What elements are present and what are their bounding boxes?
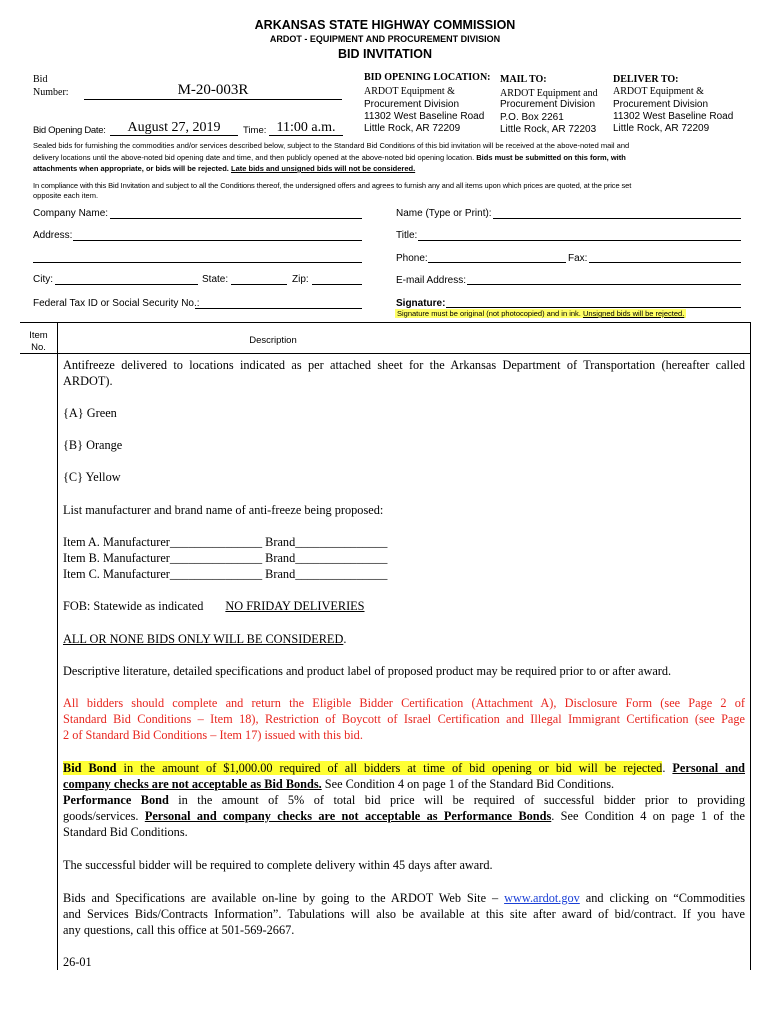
table-right-border <box>750 322 751 970</box>
notice-line: attachments when appropriate, or bids will be rejected. Late bids and unsigned bids will not be considered. <box>33 164 416 173</box>
delivery-line: The successful bidder will be required to complete delivery within 45 days after award. <box>63 858 493 872</box>
intro-paragraph: Antifreeze delivered to locations indicated as per attached sheet for the Arkansas Department of Transportation (hereafter called ARDOT). <box>63 358 745 388</box>
bid-opening-date-value[interactable]: August 27, 2019 <box>127 120 221 135</box>
name-label: Name (Type or Print): <box>396 208 492 219</box>
time-label: Time: <box>243 125 267 136</box>
signature-field[interactable] <box>446 307 741 308</box>
header-bottom-rule <box>20 353 750 354</box>
deliver-to-line: Procurement Division <box>613 99 709 110</box>
item-a-line[interactable]: Item A. Manufacturer_______________ Brand_______________ <box>63 535 388 549</box>
address-line-2-field[interactable] <box>33 262 362 263</box>
division-subtitle: ARDOT - EQUIPMENT AND PROCUREMENT DIVISION <box>269 34 501 44</box>
address-field[interactable] <box>73 240 362 241</box>
item-c-line[interactable]: Item C. Manufacturer_______________ Brand_______________ <box>63 567 388 581</box>
location-line: ARDOT Equipment & <box>364 86 455 97</box>
item-no-header: No. <box>31 342 46 353</box>
city-field[interactable] <box>55 284 198 285</box>
option-yellow: {C} Yellow <box>63 470 121 484</box>
fax-label: Fax: <box>568 253 588 264</box>
location-line: 11302 West Baseline Road <box>364 111 485 122</box>
fax-field[interactable] <box>589 262 741 263</box>
location-heading: BID OPENING LOCATION: <box>364 72 491 83</box>
compliance-line: In compliance with this Bid Invitation and subject to all the Conditions thereof, the undersigned offers and agrees to furnish any and all items upon which prices are quoted, at the price set <box>33 181 632 190</box>
table-top-rule <box>20 322 750 323</box>
company-name-label: Company Name: <box>33 208 109 219</box>
deliver-to-line: 11302 West Baseline Road <box>613 111 734 122</box>
mail-to-line: ARDOT Equipment and <box>500 88 598 99</box>
mail-to-line: Little Rock, AR 72203 <box>500 124 597 135</box>
bid-opening-date-label: Bid Opening Date: <box>33 125 106 136</box>
option-green: {A} Green <box>63 406 117 420</box>
form-code: 26-01 <box>63 955 92 969</box>
city-label: City: <box>33 274 53 285</box>
time-value[interactable]: 11:00 a.m. <box>276 120 336 135</box>
name-field[interactable] <box>493 218 741 219</box>
signature-note: Signature must be original (not photocopied) and in ink. Unsigned bids will be rejected. <box>397 309 685 318</box>
deliver-to-line: ARDOT Equipment & <box>613 86 704 97</box>
bid-number-value[interactable]: M-20-003R <box>177 82 249 98</box>
deliver-to-heading: DELIVER TO: <box>613 74 679 85</box>
manufacturer-prompt: List manufacturer and brand name of anti-freeze being proposed: <box>63 503 384 517</box>
deliver-to-line: Little Rock, AR 72209 <box>613 123 710 134</box>
item-b-line[interactable]: Item B. Manufacturer_______________ Brand_______________ <box>63 551 388 565</box>
all-or-none-line: ALL OR NONE BIDS ONLY WILL BE CONSIDERED. <box>63 632 347 646</box>
fob-line: FOB: Statewide as indicated NO FRIDAY DELIVERIES <box>63 599 365 613</box>
column-divider <box>57 322 58 970</box>
address-label: Address: <box>33 230 73 241</box>
zip-field[interactable] <box>312 284 362 285</box>
compliance-line: opposite each item. <box>33 191 99 200</box>
option-orange: {B} Orange <box>63 438 123 452</box>
document-title: BID INVITATION <box>338 47 432 61</box>
agency-title: ARKANSAS STATE HIGHWAY COMMISSION <box>254 18 516 32</box>
state-field[interactable] <box>231 284 287 285</box>
email-field[interactable] <box>467 284 741 285</box>
notice-line: delivery locations until the above-noted bid opening date and time, and then publicly opened at the above-noted bid opening location. Bids must be submitted on this form, with <box>33 153 626 162</box>
company-name-field[interactable] <box>110 218 362 219</box>
description-header: Description <box>249 335 297 346</box>
phone-field[interactable] <box>428 262 566 263</box>
mail-to-line: P.O. Box 2261 <box>500 112 564 123</box>
signature-label: Signature: <box>396 298 446 309</box>
online-paragraph: Bids and Specifications are available on-line by going to the ARDOT Web Site – www.ardot.gov and clicking on “Commodities and Services Bids/Contracts Information”. Tabulations will also be available at this site after award of bid/contract. If you have any questions, call this office at 501-569-2667. <box>63 891 745 937</box>
item-header: Item <box>29 330 48 341</box>
bid-number-label: Number: <box>33 87 69 98</box>
bond-paragraph: Bid Bond in the amount of $1,000.00 required of all bidders at time of bid opening or bid will be rejected. Personal and company checks are not acceptable as Bid Bonds. See Condition 4 on page 1 of the Standard Bid Conditions. Performance Bond in the amount of 5% of total bid price will be required of successful bidder prior to providing goods/services. Personal and company checks are not acceptable as Performance Bonds. See Condition 4 on page 1 of the Standard Bid Conditions. <box>63 761 746 839</box>
location-line: Little Rock, AR 72209 <box>364 123 461 134</box>
federal-tax-label: Federal Tax ID or Social Security No.: <box>33 298 200 309</box>
zip-label: Zip: <box>292 274 309 285</box>
phone-label: Phone: <box>396 253 428 264</box>
notice-line: Sealed bids for furnishing the commodities and/or services described below, subject to the Standard Bid Conditions of this bid invitation will be received at the above-noted mail and <box>33 141 630 150</box>
state-label: State: <box>202 274 229 285</box>
title-field[interactable] <box>418 240 741 241</box>
literature-line: Descriptive literature, detailed specifications and product label of proposed product may be required prior to or after award. <box>63 664 672 678</box>
ardot-website-link[interactable]: www.ardot.gov <box>504 891 580 905</box>
title-label: Title: <box>396 230 418 241</box>
bid-label: Bid <box>33 74 48 85</box>
mail-to-line: Procurement Division <box>500 99 596 110</box>
federal-tax-field[interactable] <box>195 308 362 309</box>
certification-notice: All bidders should complete and return the Eligible Bidder Certification (Attachment A), Disclosure Form (see Page 2 of Standard Bid Conditions – Item 18), Restriction of Boycott of Israel Certification and Illegal Immigrant Certification (see Page 2 of Standard Bid Conditions – Item 17) issued with this bid. <box>63 696 745 742</box>
mail-to-heading: MAIL TO: <box>500 74 547 85</box>
location-line: Procurement Division <box>364 99 460 110</box>
email-label: E-mail Address: <box>396 275 467 286</box>
